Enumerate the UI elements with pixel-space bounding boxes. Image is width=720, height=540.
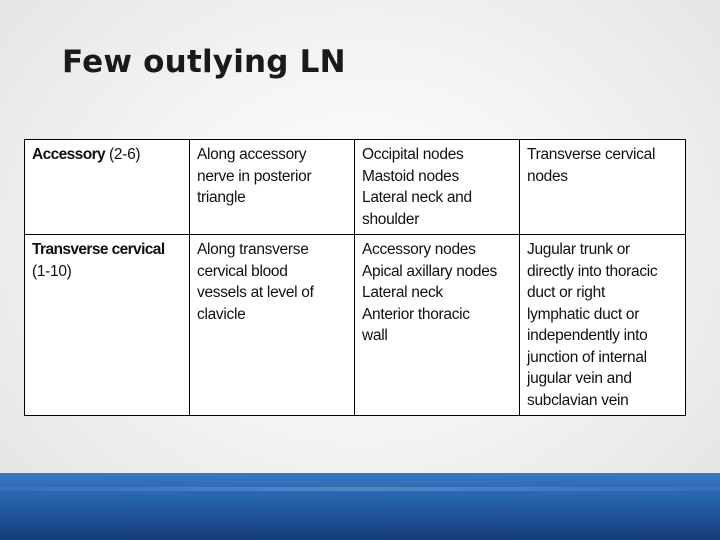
location-cell xyxy=(190,140,355,235)
afferent-line: Accessory nodes xyxy=(362,241,476,258)
efferent-line: duct or right xyxy=(527,284,605,301)
afferent-line: Occipital nodes xyxy=(362,146,464,163)
afferents-cell xyxy=(355,140,520,235)
group-cell xyxy=(25,140,190,235)
efferent-line: junction of internal xyxy=(527,348,647,366)
location-line: nerve in posterior xyxy=(197,167,312,185)
efferent-line: nodes xyxy=(527,167,568,185)
afferent-line: Lateral neck and xyxy=(362,189,472,206)
efferent-line: jugular vein and xyxy=(527,370,632,387)
slide-title: Few outlying LN xyxy=(62,44,346,80)
location-line: cervical blood xyxy=(197,262,288,280)
afferent-line: wall xyxy=(362,327,388,344)
efferent-line: lymphatic duct or xyxy=(527,305,640,323)
footer-band xyxy=(0,473,720,540)
efferents-cell xyxy=(520,235,686,416)
efferents-cell xyxy=(520,140,686,235)
location-cell xyxy=(190,235,355,416)
location-line: vessels at level of xyxy=(197,284,314,301)
location-line: triangle xyxy=(197,189,246,206)
afferents-cell xyxy=(355,235,520,416)
group-name: Accessory xyxy=(32,146,106,163)
afferent-line: Lateral neck xyxy=(362,284,443,301)
location-line: Along transverse xyxy=(197,241,309,258)
efferent-line: Jugular trunk or xyxy=(527,241,630,258)
afferent-line: Apical axillary nodes xyxy=(362,262,497,280)
table-row xyxy=(25,140,686,235)
afferent-line: shoulder xyxy=(362,210,420,228)
location-line: Along accessory xyxy=(197,146,307,163)
group-cell xyxy=(25,235,190,416)
table-row xyxy=(25,235,686,416)
efferent-line: Transverse cervical xyxy=(527,146,656,163)
afferent-line: Anterior thoracic xyxy=(362,305,470,323)
footer-stripe xyxy=(0,487,720,491)
group-range: (1-10) xyxy=(32,262,72,280)
lymph-node-table xyxy=(24,139,686,416)
efferent-line: directly into thoracic xyxy=(527,262,658,280)
location-line: clavicle xyxy=(197,305,246,323)
afferent-line: Mastoid nodes xyxy=(362,167,459,185)
efferent-line: subclavian vein xyxy=(527,391,629,409)
group-name: Transverse cervical xyxy=(32,241,165,258)
efferent-line: independently into xyxy=(527,327,648,344)
group-range: (2-6) xyxy=(105,146,141,163)
